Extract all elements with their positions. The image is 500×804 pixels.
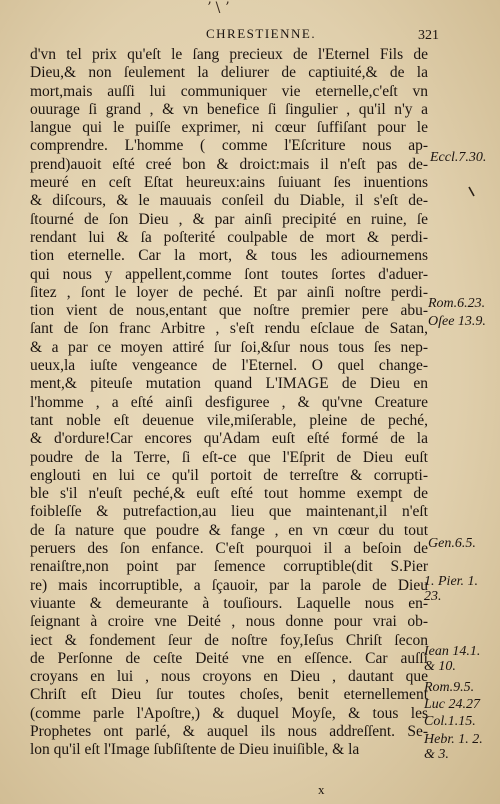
margin-note-rom-9: Rom.9.5. bbox=[424, 680, 475, 695]
text-line: (comme parle l'Apoſtre,) & duquel Moyſe, & tous les bbox=[30, 704, 428, 722]
text-line: englouti en lui ce qu'il portoit de terreſtre & corrupti- bbox=[30, 466, 428, 484]
text-line: comprendre. L'homme ( comme l'Eſcriture nous ap- bbox=[30, 137, 428, 155]
text-line: croyans en lui , nous croyons en Dieu , dautant que bbox=[30, 668, 428, 686]
text-line: & diſcours, & le mauuais conſeil du Diable, il s'eſt de- bbox=[30, 192, 428, 210]
text-line: ſant de ſon franc Arbitre , s'eſt rendu eſclaue de Satan, bbox=[30, 320, 428, 338]
text-line: Chriſt eſt Dieu ſur toutes choſes, benit eternellement bbox=[30, 686, 428, 704]
margin-note-iean: Iean 14.1. & 10. bbox=[424, 644, 481, 674]
text-line: peruers des ſon enfance. C'eſt pourquoi il a beſoin de bbox=[30, 540, 428, 558]
text-line: tion eternelle. Car la mort, & tous les adiournemens bbox=[30, 247, 428, 265]
text-line: mort,mais auſſi lui communiquer vie eternelle,c'eſt vn bbox=[30, 82, 428, 100]
text-line: & d'ordure!Car encores qu'Adam euſt eſté formé de la bbox=[30, 430, 428, 448]
text-line: & a par ce moyen attiré ſur ſoi,&ſur nous tous ſes nep- bbox=[30, 338, 428, 356]
text-line: re) mais incorruptible, a ſçauoir, par la parole de Dieu bbox=[30, 576, 428, 594]
text-line: d'vn tel prix qu'eſt le ſang precieux de l'Eternel Fils de bbox=[30, 46, 428, 63]
text-line: viuante & demeurante à touſiours. Laquelle nous en- bbox=[30, 594, 428, 612]
text-line: lon qu'il eſt l'Image ſubſiſtente de Dieu inuiſible, & la bbox=[30, 741, 360, 759]
margin-note-eccl: Eccl.7.30. bbox=[430, 150, 487, 165]
text-line: iect & fondement ſeur de noſtre foy,Ieſus Chriſt ſecon bbox=[30, 631, 428, 649]
text-line: Prophetes ont parlé, & auquel ils nous addreſſent. Se- bbox=[30, 722, 428, 740]
text-line: ment,& piteuſe mutation quand L'IMAGE de Dieu en bbox=[30, 375, 428, 393]
margin-note-col: Col.1.15. bbox=[424, 714, 476, 729]
text-line: ueux,la iuſte vengeance de l'Eternel. O quel change- bbox=[30, 357, 428, 375]
text-line: meuré en ceſt Eſtat heureux:ains ſuiuant ſes inuentions bbox=[30, 174, 428, 192]
text-line: ſtourné de ſon Dieu , & par ainſi precipité en ruine, ſe bbox=[30, 210, 428, 228]
text-line: qui nous y appellent,comme ſont toutes ſortes d'aduer- bbox=[30, 265, 428, 283]
text-line: rendant lui & ſa poſterité coulpable de mort & perdi- bbox=[30, 228, 428, 246]
text-line: prend)auoit eſté creé bon & droict:mais il n'eſt pas de- bbox=[30, 155, 428, 173]
margin-note-osee: Oſee 13.9. bbox=[428, 314, 486, 329]
text-line: renaiſtre,non point par ſemence corruptible(dit S.Pier bbox=[30, 558, 428, 576]
margin-note-luc: Luc 24.27 bbox=[424, 697, 480, 712]
text-line: de Perſonne de ceſte Deité vne en eſſence. Car auſſi bbox=[30, 649, 428, 667]
ink-mark bbox=[468, 186, 476, 198]
running-head: CHRESTIENNE. bbox=[206, 26, 317, 41]
margin-note-rom-6: Rom.6.23. bbox=[428, 296, 486, 311]
text-line: Dieu,& non ſeulement la deliurer de captiuité,& de la bbox=[30, 64, 428, 82]
page-header bbox=[0, 24, 500, 46]
margin-note-hebr: Hebr. 1. 2. & 3. bbox=[424, 732, 483, 762]
text-line: l'homme , a eſté ainſi desfiguree , & qu'vne Creature bbox=[30, 393, 428, 411]
text-line: langue qui le puiſſe exprimer, ni cœur ſuffiſant pour le bbox=[30, 119, 428, 137]
text-line: de ſa nature que poudre & fange , en vn cœur du tout bbox=[30, 521, 428, 539]
page-number: 321 bbox=[418, 28, 439, 43]
body-text bbox=[30, 46, 428, 760]
text-line: ble s'il n'euſt peché,& euſt eſté tout homme exempt de bbox=[30, 485, 428, 503]
margin-note-1-pier: 1. Pier. 1. 23. bbox=[424, 574, 479, 604]
text-line: poudre de la Terre, ſi eſt-ce que l'Eſprit de Dieu euſt bbox=[30, 448, 428, 466]
margin-note-gen: Gen.6.5. bbox=[428, 536, 476, 551]
text-line: ouurage ſi grand , & vn benefice ſi ſingulier , qu'il n'y a bbox=[30, 100, 428, 118]
text-line: ſeignant à croire vne Deité , nous donne pour vrai ob- bbox=[30, 613, 428, 631]
text-line: tant noble eſt deuenue vile,miſerable, pleine de peché, bbox=[30, 411, 428, 429]
text-line: tion vient de nous,entant que noſtre premier pere abu- bbox=[30, 302, 428, 320]
text-line: ſitez , ſont le loyer de peché. Et par ainſi noſtre perdi- bbox=[30, 283, 428, 301]
top-margin-mark: ʼ \ ʼ bbox=[206, 0, 230, 16]
catchword: x bbox=[318, 782, 325, 797]
text-line: foibleſſe & putrefaction,au lieu que maintenant,il n'eſt bbox=[30, 503, 428, 521]
